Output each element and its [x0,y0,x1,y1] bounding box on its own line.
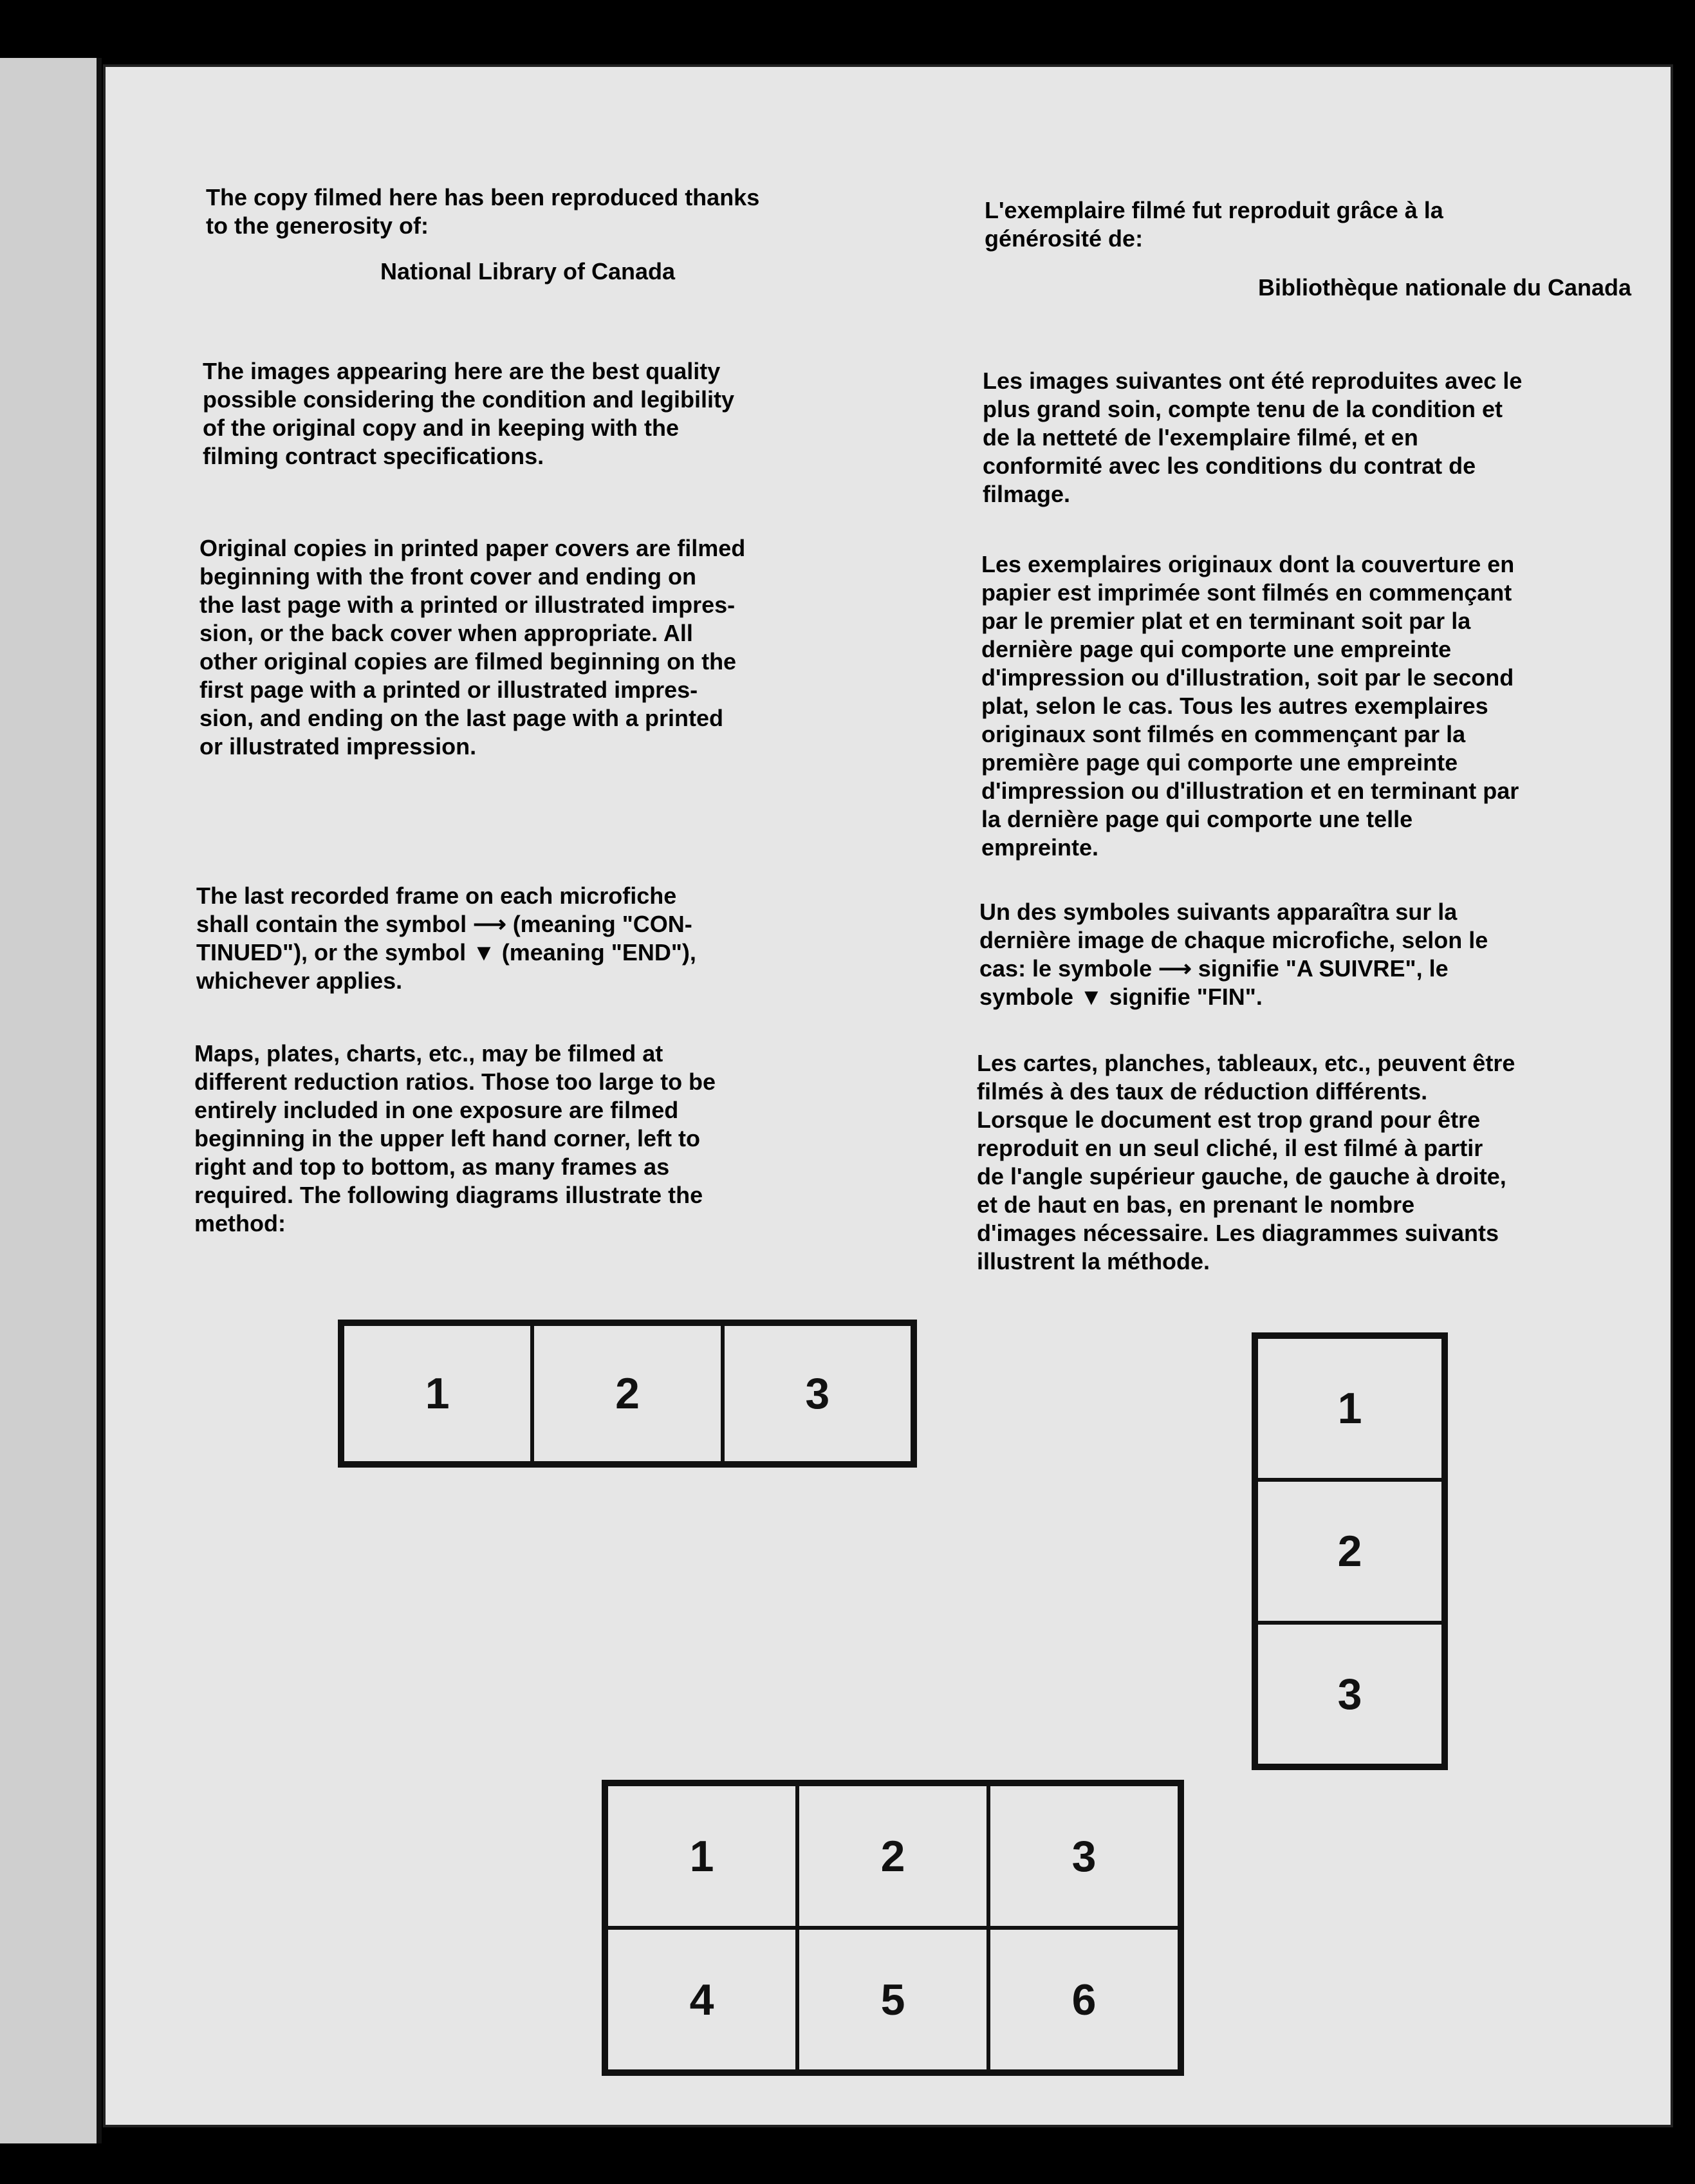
frame-cell: 1 [342,1324,532,1463]
frame-cell: 3 [1256,1623,1443,1766]
frame-cell: 3 [988,1784,1180,1928]
english-quality-note: The images appearing here are the best quality possible considering the condition and legibility of the original copy and in keeping with the filming contract specifications. [203,358,735,469]
frame-cell: 4 [606,1928,797,2071]
french-thanks: L'exemplaire filmé fut reproduit grâce à la générosité de: [985,197,1443,252]
french-originals-note: Les exemplaires originaux dont la couverture en papier est imprimée sont filmés en commençant par le premier plat et en terminant soit par la dernière page qui comporte une empreinte d'impression ou d'illustration, soit par le second plat, selon le cas. Tous les autres exemplaires originaux sont filmés en commençant par la première page qui comporte une empreinte d'impression ou d'illustration et en terminant par la dernière page qui comporte une telle empreinte. [981,551,1519,861]
english-thanks: The copy filmed here has been reproduced thanks to the generosity of: [206,184,760,239]
french-symbols-note: Un des symboles suivants apparaîtra sur la dernière image de chaque microfiche, selon le cas: le symbole ⟶ signifie "A SUIVRE", le symbole ▼ signifie "FIN". [979,899,1488,1010]
french-quality-note: Les images suivantes ont été reproduites avec le plus grand soin, compte tenu de la condition et de la netteté de l'exemplaire filmé, et en conformité avec les conditions du contrat de filmage. [983,368,1523,507]
frame-cell: 2 [797,1784,988,1928]
frame-cell: 3 [723,1324,912,1463]
diagram-horizontal [338,1320,917,1468]
french-library-name: Bibliothèque nationale du Canada [1257,274,1631,301]
document-page [103,64,1673,2127]
english-library-name: National Library of Canada [380,258,676,285]
french-maps-note: Les cartes, planches, tableaux, etc., peuvent être filmés à des taux de réduction différents. Lorsque le document est trop grand pour être reproduit en un seul cliché, il est filmé à partir de l'angle supérieur gauche, de gauche à droite, et de haut en bas, en prenant le nombre d'images nécessaire. Les diagrammes suivants illustrent la méthode. [977,1050,1515,1274]
frame-cell: 2 [1256,1480,1443,1623]
english-maps-note: Maps, plates, charts, etc., may be filmed at different reduction ratios. Those too large to be entirely included in one exposure are filmed beginning in the upper left hand corner, left to right and top to bottom, as many frames as required. The following diagrams illustrate the method: [194,1040,716,1237]
frame-cell: 6 [988,1928,1180,2071]
diagram-vertical [1252,1332,1448,1770]
english-symbols-note: The last recorded frame on each microfiche shall contain the symbol ⟶ (meaning "CON- TINUED"), or the symbol ▼ (meaning "END"), whichever applies. [196,882,696,994]
diagram-grid [602,1780,1184,2076]
frame-cell: 1 [1256,1337,1443,1480]
frame-cell: 5 [797,1928,988,2071]
english-originals-note: Original copies in printed paper covers are filmed beginning with the front cover and ending on the last page with a printed or illustrated impres- sion, or the back cover when appropriate. All other original copies are filmed beginning on the first page with a printed or illustrated impres- sion, and ending on the last page with a printed or illustrated impression. [199,535,746,760]
frame-cell: 1 [606,1784,797,1928]
frame-cell: 2 [532,1324,722,1463]
adjacent-page-edge [0,58,102,2143]
